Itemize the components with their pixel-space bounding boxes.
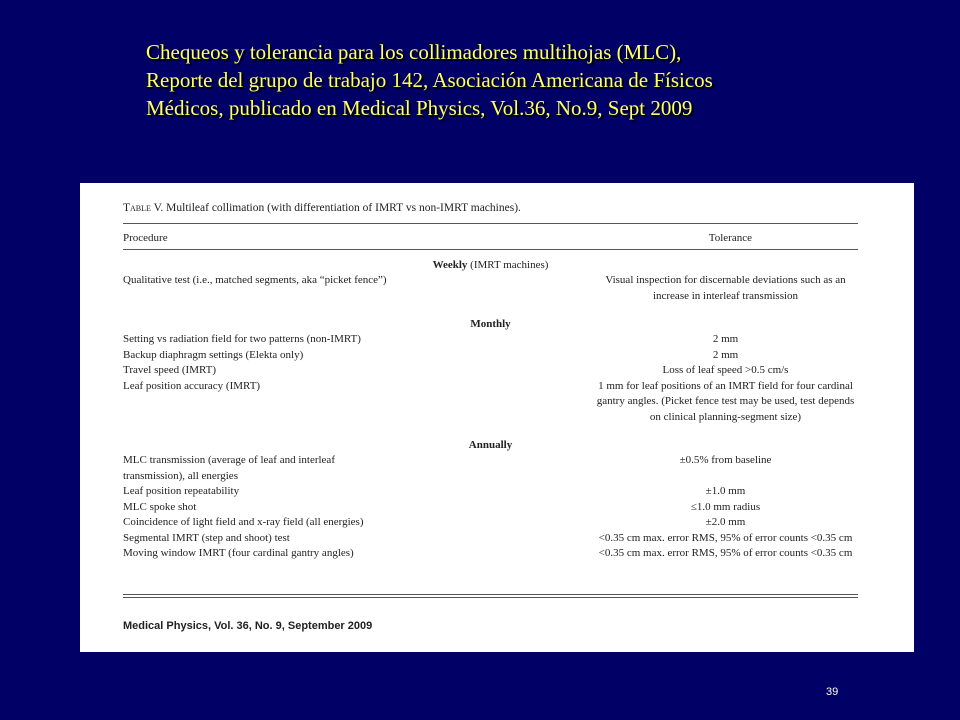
procedure-cell: Backup diaphragm settings (Elekta only) xyxy=(123,348,304,361)
section-weekly-label: Weekly xyxy=(432,259,468,271)
table-row xyxy=(123,484,858,500)
weekly-rows xyxy=(123,273,858,304)
procedure-cell: Coincidence of light field and x-ray field (all energies) xyxy=(123,516,364,528)
procedure-cell: MLC transmission (average of leaf and interleaf transmission), all energies xyxy=(123,454,335,482)
header-tolerance: Tolerance xyxy=(708,232,752,244)
section-monthly: Monthly xyxy=(470,318,511,330)
table-row xyxy=(123,500,858,516)
tolerance-cell: Visual inspection for discernable deviations such as an increase in interleaf transmission xyxy=(605,274,846,302)
bottom-rule-double xyxy=(123,597,858,598)
procedure-cell: Setting vs radiation field for two patterns (non-IMRT) xyxy=(123,333,361,345)
journal-citation: Medical Physics, Vol. 36, No. 9, September 2009 xyxy=(123,620,373,632)
tolerance-cell: 1 mm for leaf positions of an IMRT field for four cardinal gantry angles. (Picket fence test may be used, test depends on clinical planning-segment size) xyxy=(596,379,855,423)
procedure-cell: Leaf position accuracy (IMRT) xyxy=(123,379,261,392)
bottom-rule xyxy=(123,594,858,595)
table-row xyxy=(123,379,858,426)
section-weekly-tag: (IMRT machines) xyxy=(470,259,549,271)
tolerance-cell: ±1.0 mm xyxy=(705,485,746,497)
monthly-rows xyxy=(123,332,858,425)
table-row xyxy=(123,348,858,364)
tolerance-cell: Loss of leaf speed >0.5 cm/s xyxy=(662,364,789,376)
procedure-cell: MLC spoke shot xyxy=(123,500,197,513)
procedure-cell: Travel speed (IMRT) xyxy=(123,364,217,376)
procedure-cell: Leaf position repeatability xyxy=(123,485,240,497)
tolerance-cell: <0.35 cm max. error RMS, 95% of error counts <0.35 cm xyxy=(598,531,853,544)
tolerance-cell: ±2.0 mm xyxy=(705,516,746,528)
mlc-table xyxy=(123,225,858,562)
procedure-cell: Segmental IMRT (step and shoot) test xyxy=(123,531,290,544)
section-annually: Annually xyxy=(468,439,513,451)
top-rule xyxy=(123,223,858,224)
procedure-cell: Qualitative test (i.e., matched segments, aka “picket fence”) xyxy=(123,274,387,286)
table-row xyxy=(123,546,858,562)
section-weekly xyxy=(123,257,858,273)
page-number: 39 xyxy=(826,686,839,698)
title-line-1: Chequeos y tolerancia para los collimadores multihojas (MLC), xyxy=(146,40,682,64)
table-header xyxy=(123,225,858,251)
table-row xyxy=(123,453,858,484)
table-row xyxy=(123,531,858,547)
header-procedure: Procedure xyxy=(123,232,168,244)
table-row xyxy=(123,363,858,379)
table-row xyxy=(123,515,858,531)
tolerance-cell: 2 mm xyxy=(712,333,739,345)
title-line-2: Reporte del grupo de trabajo 142, Asociación Americana de Físicos xyxy=(146,68,713,92)
table-row xyxy=(123,273,858,304)
procedure-cell: Moving window IMRT (four cardinal gantry angles) xyxy=(123,547,354,559)
annually-rows xyxy=(123,453,858,562)
tolerance-cell: ≤1.0 mm radius xyxy=(690,500,761,513)
title-line-3: Médicos, publicado en Medical Physics, Vol.36, No.9, Sept 2009 xyxy=(146,96,693,120)
table-caption-text: Multileaf collimation (with differentiation of IMRT vs non-IMRT machines). xyxy=(166,202,521,214)
slide-title xyxy=(146,38,936,122)
tolerance-cell: ±0.5% from baseline xyxy=(679,454,772,466)
table-caption xyxy=(123,202,521,214)
tolerance-cell: 2 mm xyxy=(712,348,739,361)
table-row xyxy=(123,332,858,348)
table-image-panel xyxy=(80,183,914,652)
table-caption-label: Table V. xyxy=(123,202,164,214)
tolerance-cell: <0.35 cm max. error RMS, 95% of error counts <0.35 cm xyxy=(598,547,853,559)
